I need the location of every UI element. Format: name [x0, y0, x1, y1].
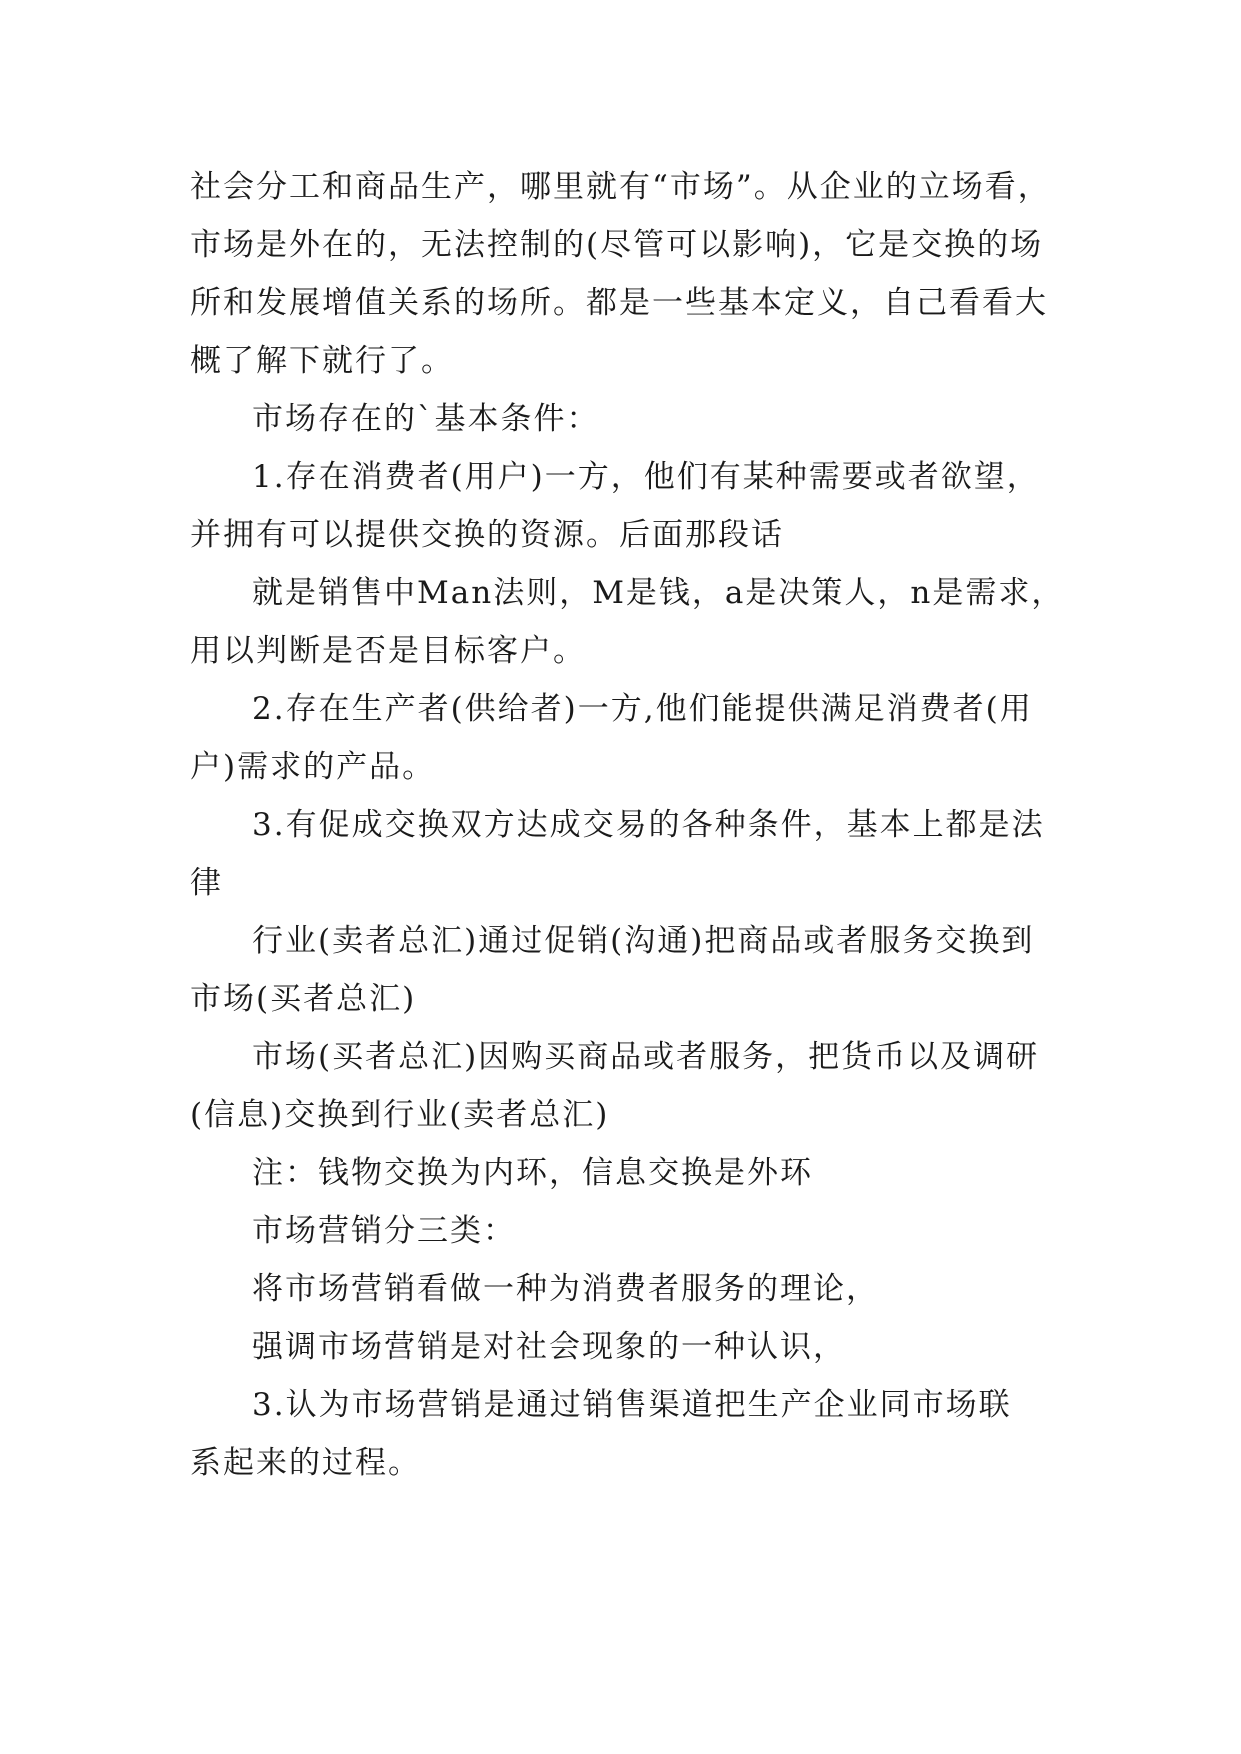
text-line: 1.存在消费者(用户)一方，他们有某种需要或者欲望， — [252, 459, 1040, 495]
paragraph — [190, 1260, 1050, 1318]
text-line: (信息)交换到行业(卖者总汇) — [190, 1097, 610, 1133]
document-body — [190, 158, 1065, 1492]
text-line: 3.认为市场营销是通过销售渠道把生产企业同市场联 — [252, 1387, 1012, 1423]
text-line: 市场存在的`基本条件： — [252, 401, 600, 437]
paragraph — [190, 1202, 1050, 1260]
text-line: 行业(卖者总汇)通过促销(沟通)把商品或者服务交换到 — [252, 923, 1035, 959]
paragraph — [190, 912, 1050, 1028]
paragraph — [190, 796, 1050, 912]
text-line: 强调市场营销是对社会现象的一种认识， — [252, 1329, 846, 1365]
text-line: 系起来的过程。 — [190, 1445, 421, 1481]
paragraph — [190, 1318, 1050, 1376]
paragraph — [190, 1144, 1050, 1202]
text-line: 注：钱物交换为内环，信息交换是外环 — [252, 1155, 813, 1191]
text-line: 所和发展增值关系的场所。都是一些基本定义，自己看看大 — [190, 285, 1048, 321]
text-line: 市场(买者总汇) — [190, 981, 417, 1017]
paragraph — [190, 564, 1065, 680]
paragraph — [190, 1028, 1050, 1144]
text-line: 3.有促成交换双方达成交易的各种条件，基本上都是法 — [252, 807, 1045, 843]
paragraph — [190, 158, 1050, 390]
text-line: 用以判断是否是目标客户。 — [190, 633, 586, 669]
text-line: 户)需求的产品。 — [190, 749, 436, 785]
paragraph — [190, 390, 1050, 448]
text-line: 概了解下就行了。 — [190, 343, 454, 379]
text-line: 2.存在生产者(供给者)一方,他们能提供满足消费者(用 — [252, 691, 1033, 727]
text-line: 并拥有可以提供交换的资源。后面那段话 — [190, 517, 784, 553]
text-line: 就是销售中Man法则，M是钱，a是决策人，n是需求， — [252, 575, 1065, 611]
text-line: 市场营销分三类： — [252, 1213, 516, 1249]
text-line: 将市场营销看做一种为消费者服务的理论， — [252, 1271, 879, 1307]
paragraph — [190, 448, 1050, 564]
text-line: 社会分工和商品生产，哪里就有“市场”。从企业的立场看， — [190, 169, 1051, 205]
text-line: 市场是外在的，无法控制的(尽管可以影响)，它是交换的场 — [190, 227, 1044, 263]
text-line: 律 — [190, 865, 223, 901]
paragraph — [190, 1376, 1050, 1492]
text-line: 市场(买者总汇)因购买商品或者服务，把货币以及调研 — [252, 1039, 1040, 1075]
paragraph — [190, 680, 1050, 796]
